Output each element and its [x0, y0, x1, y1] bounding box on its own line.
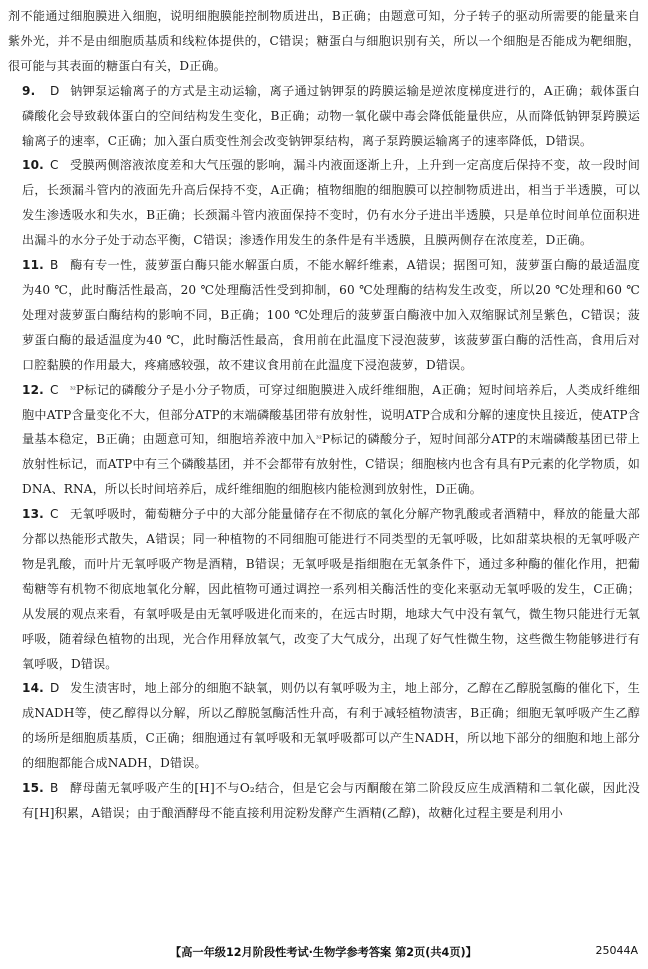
item-explanation: 钠钾泵运输离子的方式是主动运输，离子通过钠钾泵的跨膜运输是逆浓度梯度进行的，A正确；载体蛋白磷酸化会导致载体蛋白的空间结构发生变化，B正确；动物一氧化碳中毒会降低能量供应，从而降低钠钾泵跨膜运输离子的速率，C正确；加入蛋白质变性剂会改变钠钾泵结构，离子泵跨膜运输离子的速率降低，D错误。	[22, 83, 640, 148]
answer-item-9	[8, 79, 640, 154]
page-footer	[0, 944, 648, 964]
item-answer: C	[50, 158, 59, 173]
answer-item-11	[8, 253, 640, 378]
footer-code: 25044A	[595, 944, 638, 957]
item-explanation: 酶有专一性，菠萝蛋白酶只能水解蛋白质，不能水解纤维素，A错误；据图可知，菠萝蛋白酶的最适温度为40 ℃，此时酶活性最高，20 ℃处理酶活性受到抑制，60 ℃处理酶的结构发生改变，所以20 ℃处理和60 ℃处理对菠萝蛋白酶结构的影响不同，B正确；100 ℃处理后的菠萝蛋白酶液中加入双缩脲试剂呈紫色，C错误；菠萝蛋白酶的最适温度为40 ℃，此时酶活性最高，食用前在此温度下浸泡菠萝，该菠萝蛋白酶的活性高，食用后对口腔黏膜的作用最大，疼痛感较强，故不建议食用前在此温度下浸泡菠萝，D错误。	[22, 258, 640, 372]
item-explanation: 受膜两侧溶液浓度差和大气压强的影响，漏斗内液面逐渐上升，上升到一定高度后保持不变，故一段时间后，长颈漏斗管内的液面先升高后保持不变，A正确；植物细胞的细胞膜可以控制物质进出，相当于半透膜，可以发生渗透吸水和失水，B正确；长颈漏斗管内液面保持不变时，仍有水分子进出半透膜，只是单位时间单位面积进出漏斗的水分子处于动态平衡，C错误；渗透作用发生的条件是有半透膜，且膜两侧存在浓度差，D正确。	[22, 158, 640, 248]
item-number: 11.	[22, 258, 44, 273]
item-number: 13.	[22, 507, 44, 522]
item-number: 14.	[22, 681, 44, 696]
answer-item-13	[8, 502, 640, 676]
item-number: 12.	[22, 382, 44, 397]
intro-paragraph: 剂不能通过细胞膜进入细胞，说明细胞膜能控制物质进出，B正确；由题意可知，分子转子的驱动所需要的能量来自紫外光，并不是由细胞质基质和线粒体提供的，C错误；糖蛋白与细胞识别有关，所以一个细胞是否能成为靶细胞，很可能与其表面的糖蛋白有关，D正确。	[8, 9, 640, 73]
item-answer: C	[50, 382, 59, 397]
item-number: 15.	[22, 781, 44, 796]
answer-item-12	[8, 378, 640, 503]
item-answer: C	[50, 507, 59, 522]
isotope-superscript: ³²	[70, 385, 76, 394]
item-answer: B	[50, 781, 59, 796]
isotope-superscript: ³²	[316, 435, 322, 444]
answer-item-10	[8, 153, 640, 253]
item-number: 9.	[22, 83, 36, 98]
item-answer: D	[50, 681, 60, 696]
item-explanation: 无氧呼吸时，葡萄糖分子中的大部分能量储存在不彻底的氧化分解产物乳酸或者酒精中，释放的能量大部分都以热能形式散失，A错误；同一种植物的不同细胞可能进行不同类型的无氧呼吸，比如甜菜块根的无氧呼吸产物是乳酸，而叶片无氧呼吸产物是酒精，B错误；无氧呼吸是指细胞在无氧条件下，通过多种酶的催化作用，把葡萄糖等有机物不彻底地氧化分解，因此植物可通过调控一系列相关酶活性的变化来驱动无氧呼吸的发生，C正确；从发展的观点来看，有氧呼吸是由无氧呼吸进化而来的，在远古时期，地球大气中没有氧气，微生物只能进行无氧呼吸，随着绿色植物的出现，光合作用释放氧气，改变了大气成分，出现了好气性微生物，这些微生物能够进行有氧呼吸，D错误。	[22, 507, 640, 671]
answer-item-15	[8, 776, 640, 826]
item-explanation-part: P标记的磷酸分子，短时间部分ATP的末端磷酸基团已带上放射性标记，而ATP中有三个磷酸基团，并不会都带有放射性，C错误；细胞核内也含有具有P元素的化学物质，如DNA、RNA，所以长时间培养后，成纤维细胞的细胞核内能检测到放射性，D正确。	[22, 432, 640, 497]
item-number: 10.	[22, 158, 44, 173]
item-answer: B	[50, 258, 59, 273]
item-explanation: 酵母菌无氧呼吸产生的[H]不与O₂结合，但是它会与丙酮酸在第二阶段反应生成酒精和二氧化碳，因此没有[H]积累，A错误；由于酿酒酵母不能直接利用淀粉发酵产生酒精(乙醇)，故糖化过程主要是利用小	[22, 781, 640, 820]
item-answer: D	[50, 83, 60, 98]
answer-item-14	[8, 676, 640, 776]
footer-title: 【高一年级12月阶段性考试·生物学参考答案 第2页(共4页)】	[170, 946, 477, 959]
item-explanation: 发生渍害时，地上部分的细胞不缺氧，则仍以有氧呼吸为主，地上部分，乙醇在乙醇脱氢酶的催化下，生成NADH等，使乙醇得以分解，所以乙醇脱氢酶活性升高，有利于减轻植物渍害，B正确；细胞无氧呼吸产生乙醇的场所是细胞质基质，C正确；细胞通过有氧呼吸和无氧呼吸都可以产生NADH，所以地下部分的细胞和地上部分的细胞都能合成NADH，D错误。	[22, 681, 640, 771]
item-explanation-part: P标记的磷酸分子是小分子物质，可穿过细胞膜进入成纤维细胞，A正确；短时间培养后，人类成纤维细胞中ATP含量变化不大，但部分ATP的末端磷酸基团带有放射性，说明ATP合成和分解的速度快且接近，使ATP含量基本稳定，B正确；由题意可知，细胞培养液中加入	[22, 382, 640, 447]
answer-content	[8, 4, 640, 826]
